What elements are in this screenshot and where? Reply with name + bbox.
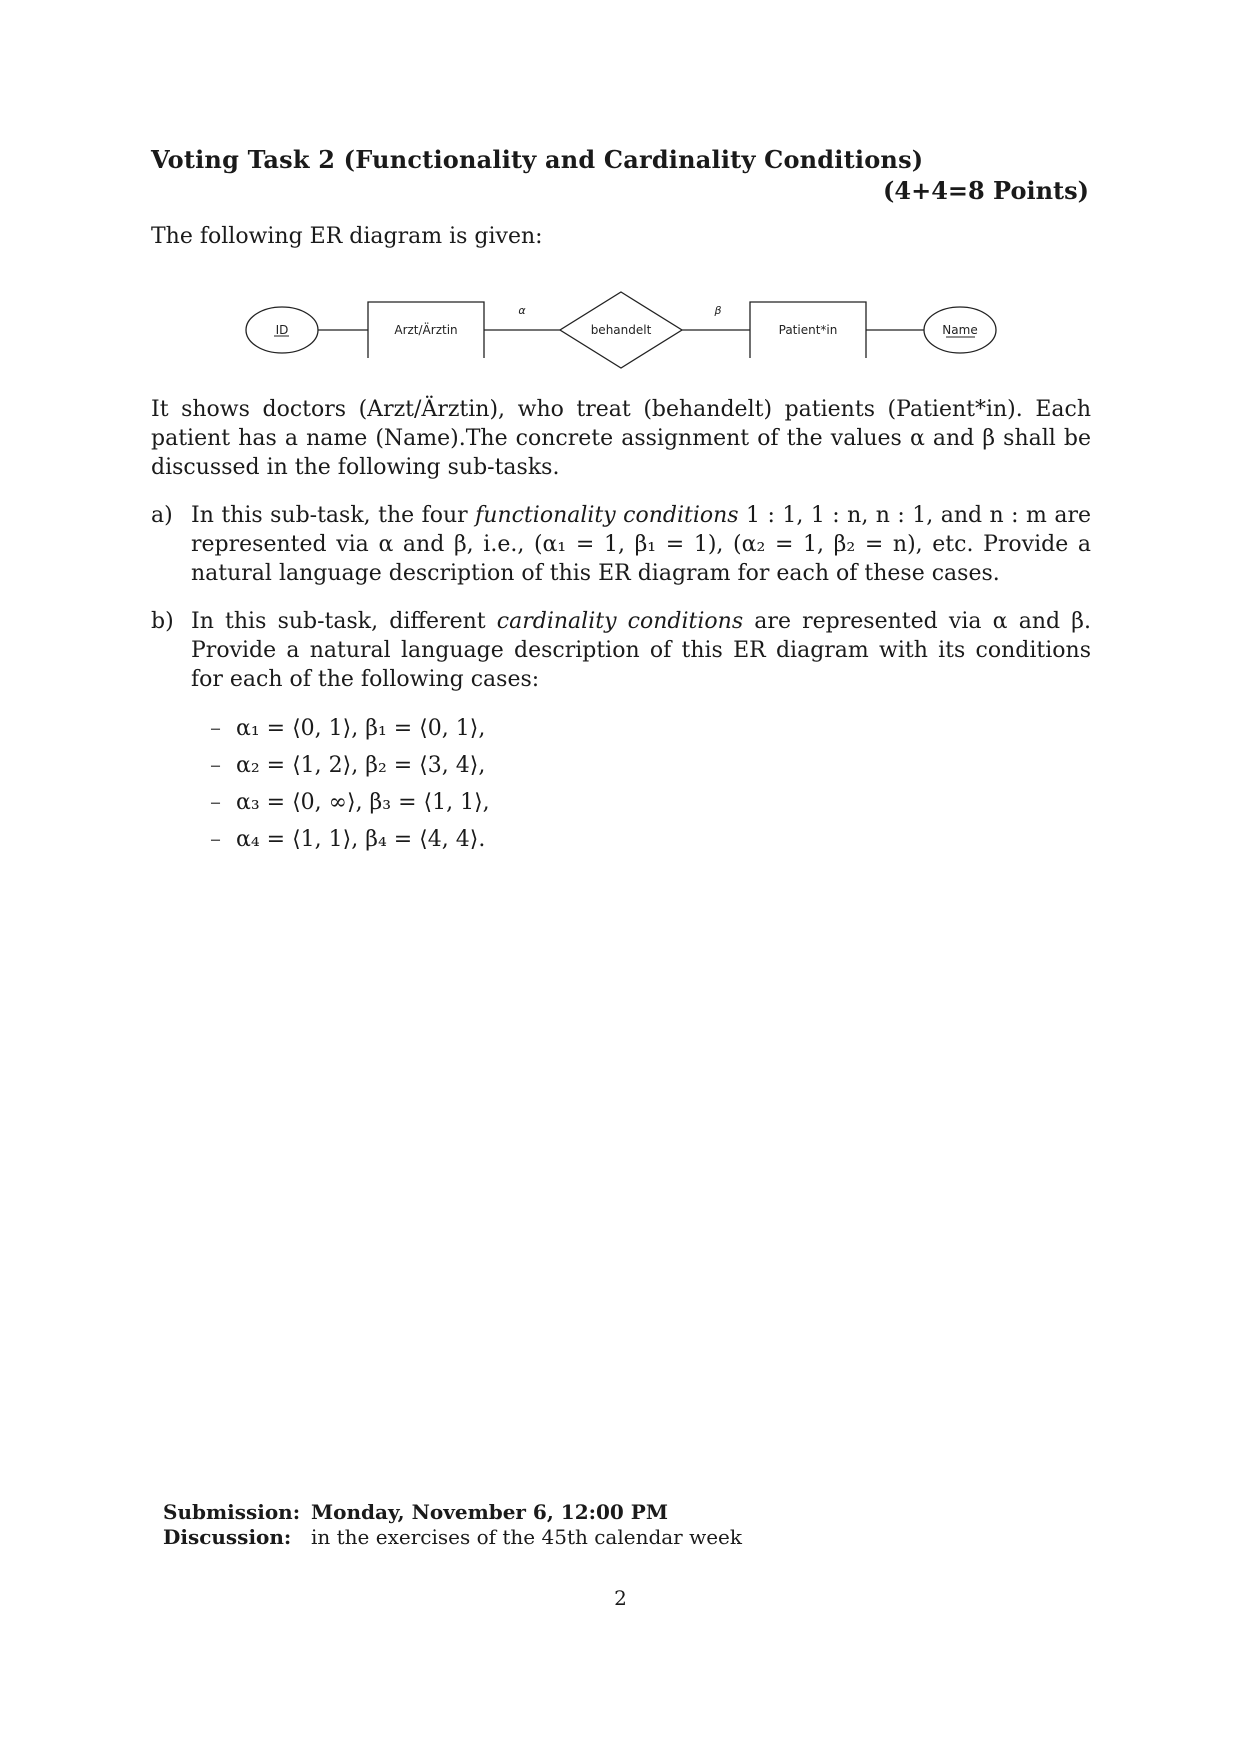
submission-label: Submission: <box>163 1500 301 1524</box>
page-number: 2 <box>614 1586 627 1610</box>
subtask-a-text-part1: In this sub-task, the four <box>191 503 476 528</box>
subtask-b-text-part1: In this sub-task, different <box>191 609 497 634</box>
subtask-a-text-part2: 1 : 1, 1 : n, n : 1, and n : m are represented via α and β, i.e., (α₁ = 1, β₁ = 1), (α₂ = 1, β₂ = n), etc. Provide a natural language description of this ER diagram for each of these cases. <box>191 503 1091 586</box>
discussion-value: in the exercises of the 45th calendar week <box>311 1525 743 1549</box>
task-points: (4+4=8 Points) <box>883 176 1089 205</box>
cardinality-case-1 <box>210 710 490 747</box>
case-3-text: α₃ = ⟨0, ∞⟩, β₃ = ⟨1, 1⟩, <box>236 790 490 815</box>
er-entity-patient-label: Patient*in <box>778 323 838 337</box>
subtask-b-label: b) <box>151 609 174 634</box>
task-title: Voting Task 2 (Functionality and Cardinality Conditions) <box>151 145 924 174</box>
er-label-alpha: α <box>518 304 526 317</box>
er-relationship-label: behandelt <box>590 323 652 337</box>
list-dash: – <box>210 753 221 778</box>
intro-text: The following ER diagram is given: <box>151 224 543 249</box>
subtask-a-emphasis: functionality conditions <box>475 503 739 528</box>
er-attribute-id-label: ID <box>275 323 289 337</box>
cardinality-case-list <box>210 710 490 858</box>
subtask-a-text <box>191 501 1091 588</box>
list-dash: – <box>210 716 221 741</box>
cardinality-case-4 <box>210 821 490 858</box>
submission-value: Monday, November 6, 12:00 PM <box>311 1500 668 1524</box>
case-4-text: α₄ = ⟨1, 1⟩, β₄ = ⟨4, 4⟩. <box>236 827 486 852</box>
subtask-a <box>151 501 1091 588</box>
er-entity-arzt-label: Arzt/Ärztin <box>394 323 458 337</box>
discussion-label: Discussion: <box>163 1525 292 1549</box>
subtask-b-text-part2: are represented via α and β. Provide a natural language description of this ER diagram with its conditions for each of the following cases: <box>191 609 1091 692</box>
case-2-text: α₂ = ⟨1, 2⟩, β₂ = ⟨3, 4⟩, <box>236 753 486 778</box>
subtask-b <box>151 607 1091 694</box>
case-1-text: α₁ = ⟨0, 1⟩, β₁ = ⟨0, 1⟩, <box>236 716 486 741</box>
list-dash: – <box>210 790 221 815</box>
subtask-a-label: a) <box>151 503 173 528</box>
subtask-b-emphasis: cardinality conditions <box>496 609 744 634</box>
list-dash: – <box>210 827 221 852</box>
diagram-description: It shows doctors (Arzt/Ärztin), who treat (behandelt) patients (Patient*in). Each patient has a name (Name).The concrete assignment of the values α and β shall be discussed in the following sub-tasks. <box>151 397 1091 480</box>
cardinality-case-2 <box>210 747 490 784</box>
er-label-beta: β <box>714 304 722 317</box>
er-diagram <box>0 0 1241 380</box>
subtask-b-text <box>191 607 1091 694</box>
cardinality-case-3 <box>210 784 490 821</box>
er-attribute-name-label: Name <box>942 323 978 337</box>
